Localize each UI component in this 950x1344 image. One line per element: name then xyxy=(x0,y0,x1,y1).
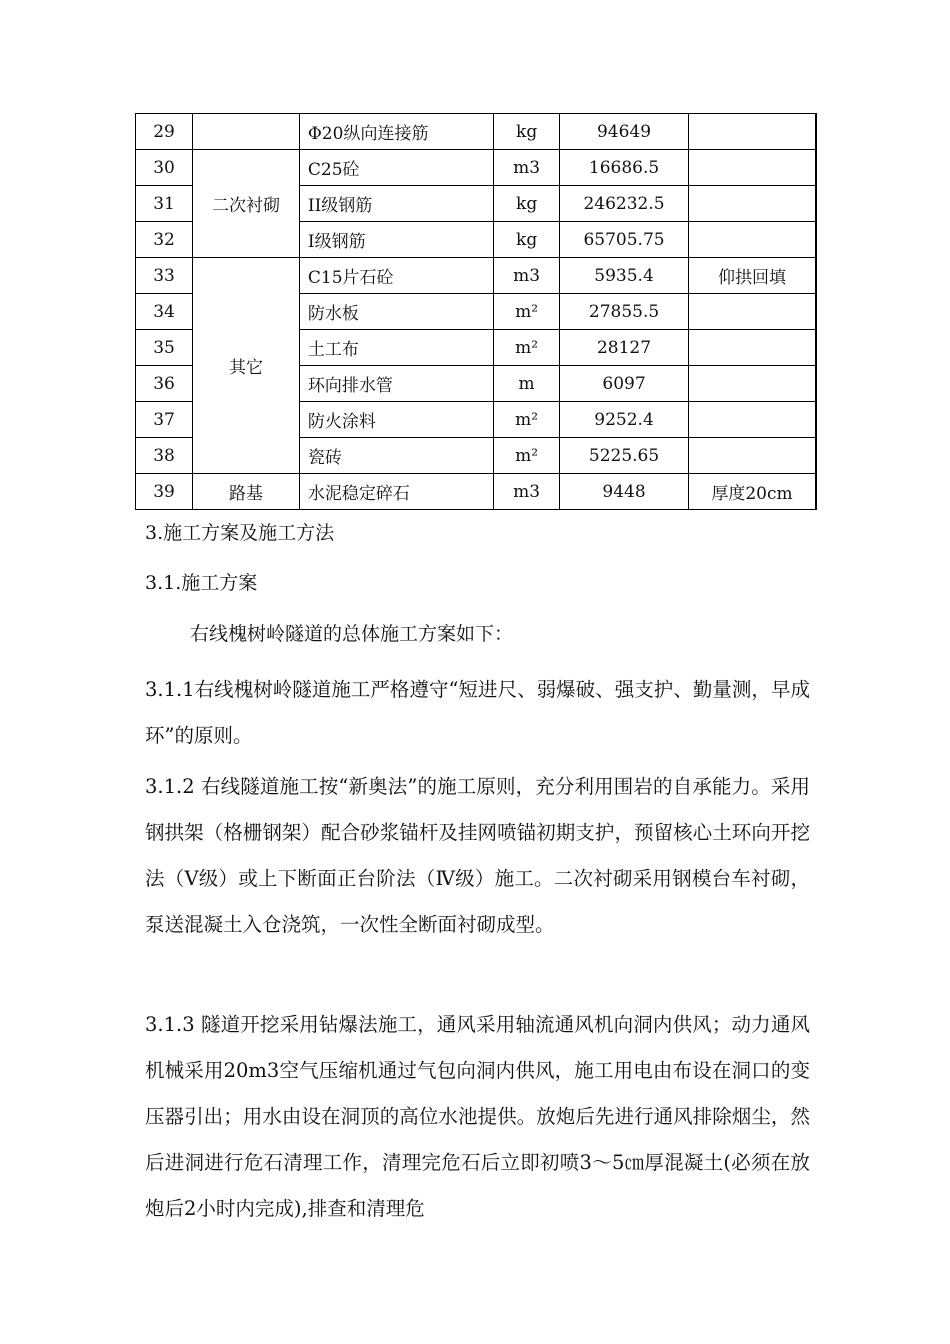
quantity: 9252.4 xyxy=(560,402,689,438)
table-row xyxy=(136,258,817,294)
table-row xyxy=(136,150,817,186)
row-number: 36 xyxy=(136,366,193,402)
unit: m3 xyxy=(494,474,560,510)
row-number: 32 xyxy=(136,222,193,258)
row-number: 39 xyxy=(136,474,193,510)
note xyxy=(688,222,816,258)
quantity: 6097 xyxy=(560,366,689,402)
item-name: Φ20纵向连接筋 xyxy=(299,114,493,150)
note xyxy=(688,330,816,366)
row-number: 38 xyxy=(136,438,193,474)
item-name: II级钢筋 xyxy=(299,186,493,222)
table-row xyxy=(136,474,817,510)
item-name: C15片石砼 xyxy=(299,258,493,294)
note xyxy=(688,366,816,402)
item-name: 环向排水管 xyxy=(299,366,493,402)
note xyxy=(688,438,816,474)
quantity: 5225.65 xyxy=(560,438,689,474)
note xyxy=(688,114,816,150)
unit: m3 xyxy=(494,150,560,186)
quantity: 94649 xyxy=(560,114,689,150)
item-name: 土工布 xyxy=(299,330,493,366)
group-subgrade: 路基 xyxy=(193,474,300,510)
note xyxy=(688,186,816,222)
unit: m3 xyxy=(494,258,560,294)
unit: m² xyxy=(494,438,560,474)
subsection-heading: 3.1.施工方案 xyxy=(145,572,258,594)
row-number: 35 xyxy=(136,330,193,366)
unit: m xyxy=(494,366,560,402)
note: 厚度20cm xyxy=(688,474,816,510)
unit: m² xyxy=(494,330,560,366)
group-other: 其它 xyxy=(193,258,300,474)
note xyxy=(688,150,816,186)
intro-text: 右线槐树岭隧道的总体施工方案如下： xyxy=(190,623,514,645)
quantity: 65705.75 xyxy=(560,222,689,258)
row-number: 33 xyxy=(136,258,193,294)
quantity: 9448 xyxy=(560,474,689,510)
unit: m² xyxy=(494,294,560,330)
unit: kg xyxy=(494,222,560,258)
quantity: 5935.4 xyxy=(560,258,689,294)
quantity: 16686.5 xyxy=(560,150,689,186)
note xyxy=(688,402,816,438)
group-lining: 二次衬砌 xyxy=(193,150,300,258)
paragraph-3-1-2: 3.1.2 右线隧道施工按“新奥法”的施工原则，充分利用围岩的自承能力。采用钢拱架（格栅钢架）配合砂浆锚杆及挂网喷锚初期支护，预留核心土环向开挖法（Ⅴ级）或上下断面正台阶法（Ⅳ级）施工。二次衬砌采用钢模台车衬砌，泵送混凝土入仓浇筑，一次性全断面衬砌成型。 xyxy=(145,775,810,936)
note xyxy=(688,294,816,330)
row-number: 30 xyxy=(136,150,193,186)
quantity: 27855.5 xyxy=(560,294,689,330)
group-cell xyxy=(193,114,300,150)
section-heading: 3.施工方案及施工方法 xyxy=(145,522,335,544)
item-name: I级钢筋 xyxy=(299,222,493,258)
row-number: 29 xyxy=(136,114,193,150)
item-name: 防水板 xyxy=(299,294,493,330)
item-name: 瓷砖 xyxy=(299,438,493,474)
row-number: 37 xyxy=(136,402,193,438)
row-number: 31 xyxy=(136,186,193,222)
unit: kg xyxy=(494,114,560,150)
paragraph-3-1-3: 3.1.3 隧道开挖采用钻爆法施工，通风采用轴流通风机向洞内供风；动力通风机械采用20m3空气压缩机通过气包向洞内供风，施工用电由布设在洞口的变压器引出；用水由设在洞顶的高位水池提供。放炮后先进行通风排除烟尘，然后进洞进行危石清理工作，清理完危石后立即初喷3～5㎝厚混凝土(必须在放炮后2小时内完成),排查和清理危 xyxy=(145,1013,810,1220)
item-name: 水泥稳定碎石 xyxy=(299,474,493,510)
quantity: 246232.5 xyxy=(560,186,689,222)
table-row xyxy=(136,114,817,150)
unit: kg xyxy=(494,186,560,222)
row-number: 34 xyxy=(136,294,193,330)
quantity: 28127 xyxy=(560,330,689,366)
quantity-table xyxy=(135,113,817,510)
item-name: C25砼 xyxy=(299,150,493,186)
item-name: 防火涂料 xyxy=(299,402,493,438)
paragraph-3-1-1: 3.1.1右线槐树岭隧道施工严格遵守“短进尺、弱爆破、强支护、勤量测，早成环”的原则。 xyxy=(145,678,810,747)
unit: m² xyxy=(494,402,560,438)
note: 仰拱回填 xyxy=(688,258,816,294)
